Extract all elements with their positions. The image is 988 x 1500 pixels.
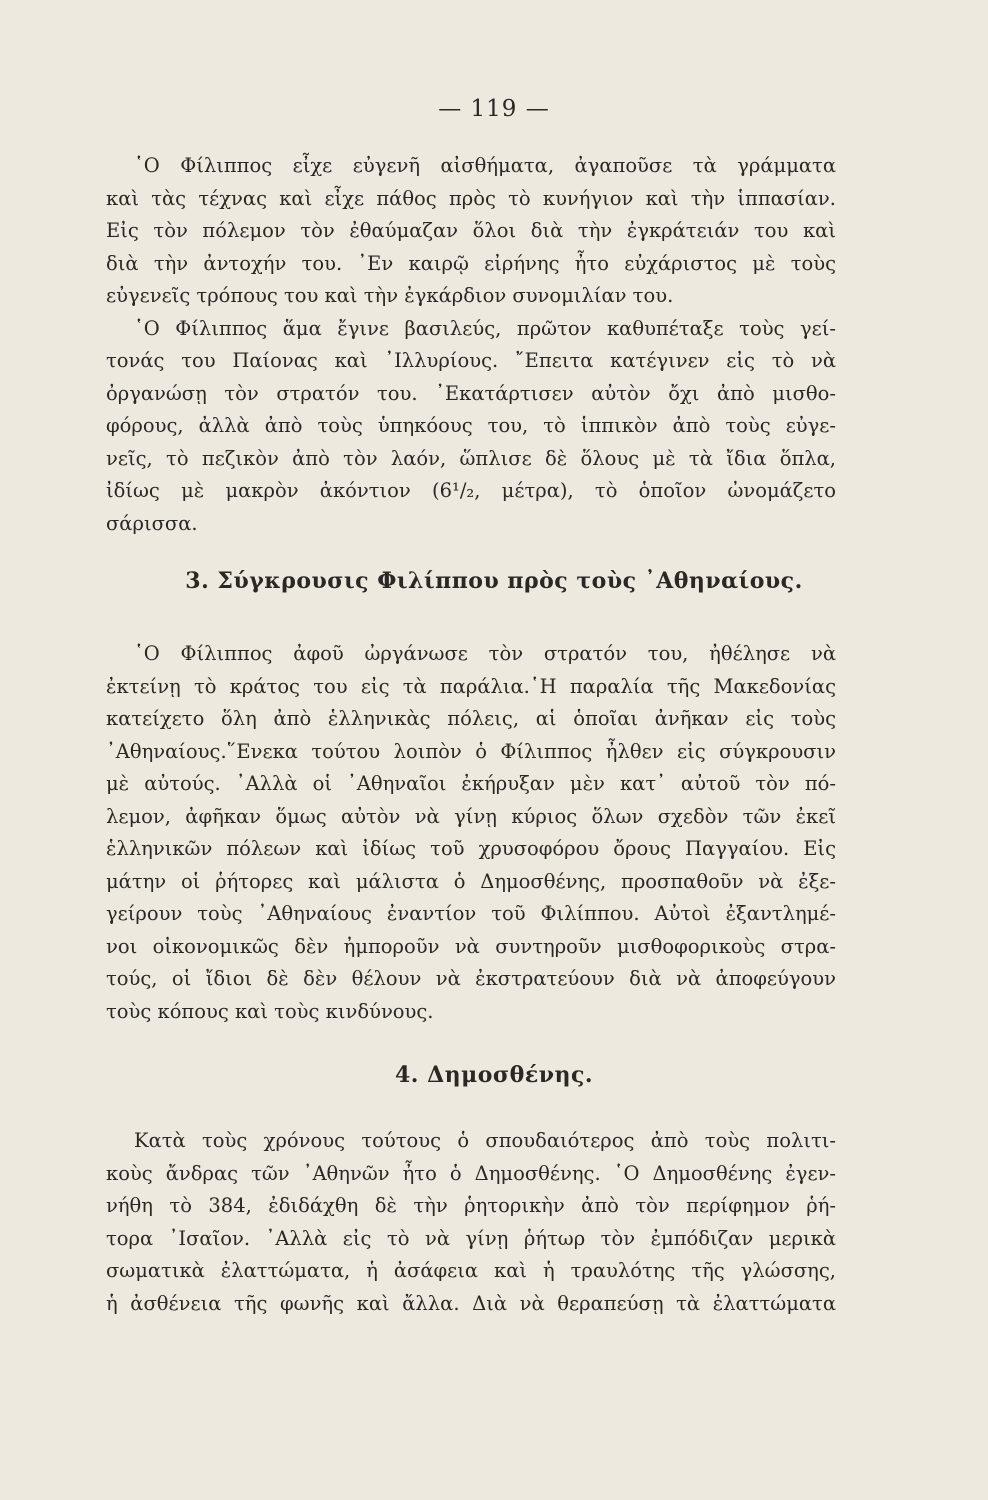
text-line: Εἰς τὸν πόλεμον τὸν ἐθαύμαζαν ὅλοι διὰ τὴν ἐγκράτειάν του καὶ <box>106 219 836 242</box>
text-line: καὶ τὰς τέχνας καὶ εἶχε πάθος πρὸς τὸ κυνήγιον καὶ τὴν ἱππασίαν. <box>106 186 836 210</box>
text-line: ὀργανώσῃ τὸν στρατόν του. ᾿Εκατάρτισεν αὐτὸν ὄχι ἀπὸ μισθο- <box>106 381 836 405</box>
text-line: Κατὰ τοὺς χρόνους τούτους ὁ σπουδαιότερος ἀπὸ τοὺς πολιτι- <box>134 1129 836 1152</box>
text-line: τορα ᾿Ισαῖον. ᾿Αλλὰ εἰς τὸ νὰ γίνῃ ῥήτωρ τὸν ἐμπόδιζαν μερικὰ <box>106 1226 836 1250</box>
text-line: διὰ τὴν ἀντοχήν του. ᾿Εν καιρῷ εἰρήνης ἦτο εὐχάριστος μὲ τοὺς <box>106 251 836 275</box>
section-heading-3: 3. Σύγκρουσις Φιλίππου πρὸς τοὺς ᾿Αθηναίους. <box>185 568 803 594</box>
text-line: τούς, οἱ ἴδιοι δὲ δὲν θέλουν νὰ ἐκστρατεύουν διὰ νὰ ἀποφεύγουν <box>106 967 836 990</box>
paragraph-philip-army <box>106 313 836 541</box>
text-line: νήθη τὸ 384, ἐδιδάχθη δὲ τὴν ῥητορικὴν ἀπὸ τὸν περίφημον ῥή- <box>106 1194 836 1217</box>
text-line: ῾Ο Φίλιππος ἀφοῦ ὠργάνωσε τὸν στρατόν του, ἠθέλησε νὰ <box>134 642 836 665</box>
text-line: σάρισσα. <box>106 511 198 535</box>
text-line: σωματικὰ ἐλαττώματα, ἡ ἀσάφεια καὶ ἡ τραυλότης τῆς γλώσσης, <box>106 1259 836 1282</box>
text-line: λεμον, ἀφῆκαν ὅμως αὐτὸν νὰ γίνῃ κύριος ὅλων σχεδὸν τῶν ἐκεῖ <box>106 804 836 828</box>
text-line: μὲ αὐτούς. ᾿Αλλὰ οἱ ᾿Αθηναῖοι ἐκήρυξαν μὲν κατ᾿ αὐτοῦ τὸν πό- <box>106 772 836 795</box>
text-line: νοι οἰκονομικῶς δὲν ἠμποροῦν νὰ συντηροῦν μισθοφορικοὺς στρα- <box>106 934 836 958</box>
text-line: ῾Ο Φίλιππος ἅμα ἔγινε βασιλεύς, πρῶτον καθυπέταξε τοὺς γεί- <box>134 316 836 340</box>
text-line: γείρουν τοὺς ᾿Αθηναίους ἐναντίον τοῦ Φιλίππου. Αὐτοὶ ἐξαντλημέ- <box>106 902 836 925</box>
text-line: εὐγενεῖς τρόπους του καὶ τὴν ἐγκάρδιον συνομιλίαν του. <box>106 284 674 307</box>
text-line: κοὺς ἄνδρας τῶν ᾿Αθηνῶν ἦτο ὁ Δημοσθένης. ῾Ο Δημοσθένης ἐγεν- <box>106 1161 836 1185</box>
text-line: ᾿Αθηναίους.῞Ενεκα τούτου λοιπὸν ὁ Φίλιππος ἦλθεν εἰς σύγκρουσιν <box>106 739 836 763</box>
text-line: κατείχετο ὅλη ἀπὸ ἑλληνικὰς πόλεις, αἱ ὁποῖαι ἀνῆκαν εἰς τοὺς <box>106 707 836 730</box>
section-heading-4: 4. Δημοσθένης. <box>394 1062 594 1088</box>
text-line: ῾Ο Φίλιππος εἶχε εὐγενῆ αἰσθήματα, ἀγαποῦσε τὰ γράμματα <box>134 154 836 177</box>
text-line: τοὺς κόπους καὶ τοὺς κινδύνους. <box>106 999 434 1023</box>
text-line: τονάς του Παίονας καὶ ᾿Ιλλυρίους. ῎Επειτα κατέγινεν εἰς τὸ νὰ <box>106 349 836 372</box>
paragraph-demosthenes <box>106 1125 836 1320</box>
page-number: — 119 — <box>438 96 550 122</box>
text-block-conflict <box>106 638 836 1028</box>
text-line: ἐκτείνῃ τὸ κράτος του εἰς τὰ παράλια.῾Η παραλία τῆς Μακεδονίας <box>106 674 836 698</box>
text-line: φόρους, ἀλλὰ ἀπὸ τοὺς ὑπηκόους του, τὸ ἱππικὸν ἀπὸ τοὺς εὐγε- <box>106 414 836 437</box>
text-line: μάτην οἱ ῥήτορες καὶ μάλιστα ὁ Δημοσθένης, προσπαθοῦν νὰ ἐξε- <box>106 869 836 893</box>
paragraph-conflict-athenians <box>106 638 836 1028</box>
text-block-demosthenes <box>106 1125 836 1320</box>
paragraph-philip-character <box>106 150 836 313</box>
text-line: νεῖς, τὸ πεζικὸν ἀπὸ τὸν λαόν, ὥπλισε δὲ ὅλους μὲ τὰ ἴδια ὅπλα, <box>106 446 836 470</box>
text-line: ἑλληνικῶν πόλεων καὶ ἰδίως τοῦ χρυσοφόρου ὄρους Παγγαίου. Εἰς <box>106 837 836 860</box>
text-line: ἡ ἀσθένεια τῆς φωνῆς καὶ ἄλλα. Διὰ νὰ θεραπεύσῃ τὰ ἐλαττώματα <box>106 1291 836 1315</box>
text-block-intro <box>106 150 836 540</box>
text-line: ἰδίως μὲ μακρὸν ἀκόντιον (6¹/₂, μέτρα), τὸ ὁποῖον ὠνομάζετο <box>106 479 836 502</box>
